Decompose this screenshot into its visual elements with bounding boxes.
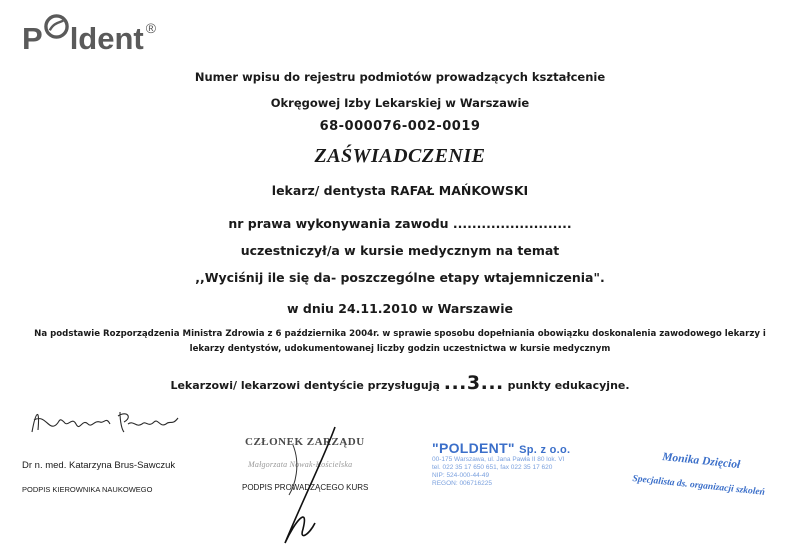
company-stamp-title	[432, 440, 592, 456]
participation-line: uczestniczył/a w kursie medycznym na temat	[240, 243, 560, 258]
company-stamp-line-4: REGON: 006716225	[432, 480, 492, 487]
logo-o-swirl-icon	[44, 14, 69, 39]
legal-basis-line-1: Na podstawie Rozporządzenia Ministra Zdrowia z 6 października 2004r. w sprawie sposobu dopełniania obowiązku doskonalenia zawodowego lekarzy i	[34, 329, 766, 339]
course-leader-role: PODPIS PROWADZĄCEGO KURS	[242, 483, 369, 492]
course-topic: ,,Wyciśnij ile się da- poszczególne etapy wtajemniczenia".	[195, 270, 605, 285]
points-text-before: Lekarzowi/ lekarzowi dentyście przysługują	[170, 379, 444, 392]
poldent-logo	[22, 14, 156, 64]
registered-mark: ®	[145, 20, 157, 36]
company-stamp-line-1: 00-175 Warszawa, ul. Jana Pawła II 80 lok. VI	[432, 456, 565, 463]
points-line	[0, 372, 800, 394]
legal-basis	[0, 327, 800, 357]
registry-number: 68-000076-002-0019	[319, 119, 481, 134]
board-member-stamp-name: Małgorzata Nowak-Kościelska	[248, 460, 353, 469]
person-stamp	[619, 447, 782, 500]
person-stamp-name: Monika Dzięcioł	[661, 451, 741, 472]
date-line: w dniu 24.11.2010 w Warszawie	[286, 301, 513, 316]
company-stamp	[432, 440, 592, 488]
left-signatory-role: PODPIS KIEROWNIKA NAUKOWEGO	[22, 485, 153, 494]
left-signatory-name: Dr n. med. Katarzyna Brus-Sawczuk	[22, 460, 176, 471]
certificate-title: ZAŚWIADCZENIE	[314, 145, 486, 167]
center-signature	[265, 425, 385, 555]
logo-text-start: P	[22, 21, 43, 56]
registry-line: Numer wpisu do rejestru podmiotów prowadzących kształcenie	[194, 70, 606, 84]
legal-basis-line-2: lekarzy dentystów, udokumentowanej liczby godzin uczestnictwa w kursie medycznym	[189, 344, 611, 354]
company-stamp-name: "POLDENT"	[432, 440, 515, 456]
license-line: nr prawa wykonywania zawodu .........................	[228, 216, 572, 231]
company-stamp-suffix: Sp. z o.o.	[519, 444, 571, 456]
chamber-line: Okręgowej Izby Lekarskiej w Warszawie	[270, 96, 530, 110]
board-member-stamp: CZŁONEK ZARZĄDU	[245, 436, 365, 448]
company-stamp-line-2: tel. 022 35 17 650 651, fax 022 35 17 620	[432, 464, 553, 471]
points-value: ...3...	[443, 372, 504, 394]
company-stamp-line-3: NIP: 524-000-44-49	[432, 472, 490, 479]
left-signature	[24, 402, 184, 442]
doctor-line: lekarz/ dentysta RAFAŁ MAŃKOWSKI	[271, 183, 529, 198]
person-stamp-role: Specjalista ds. organizacji szkoleń	[631, 474, 766, 498]
logo-text-end: ldent	[69, 21, 144, 56]
points-text-after: punkty edukacyjne.	[503, 379, 630, 392]
